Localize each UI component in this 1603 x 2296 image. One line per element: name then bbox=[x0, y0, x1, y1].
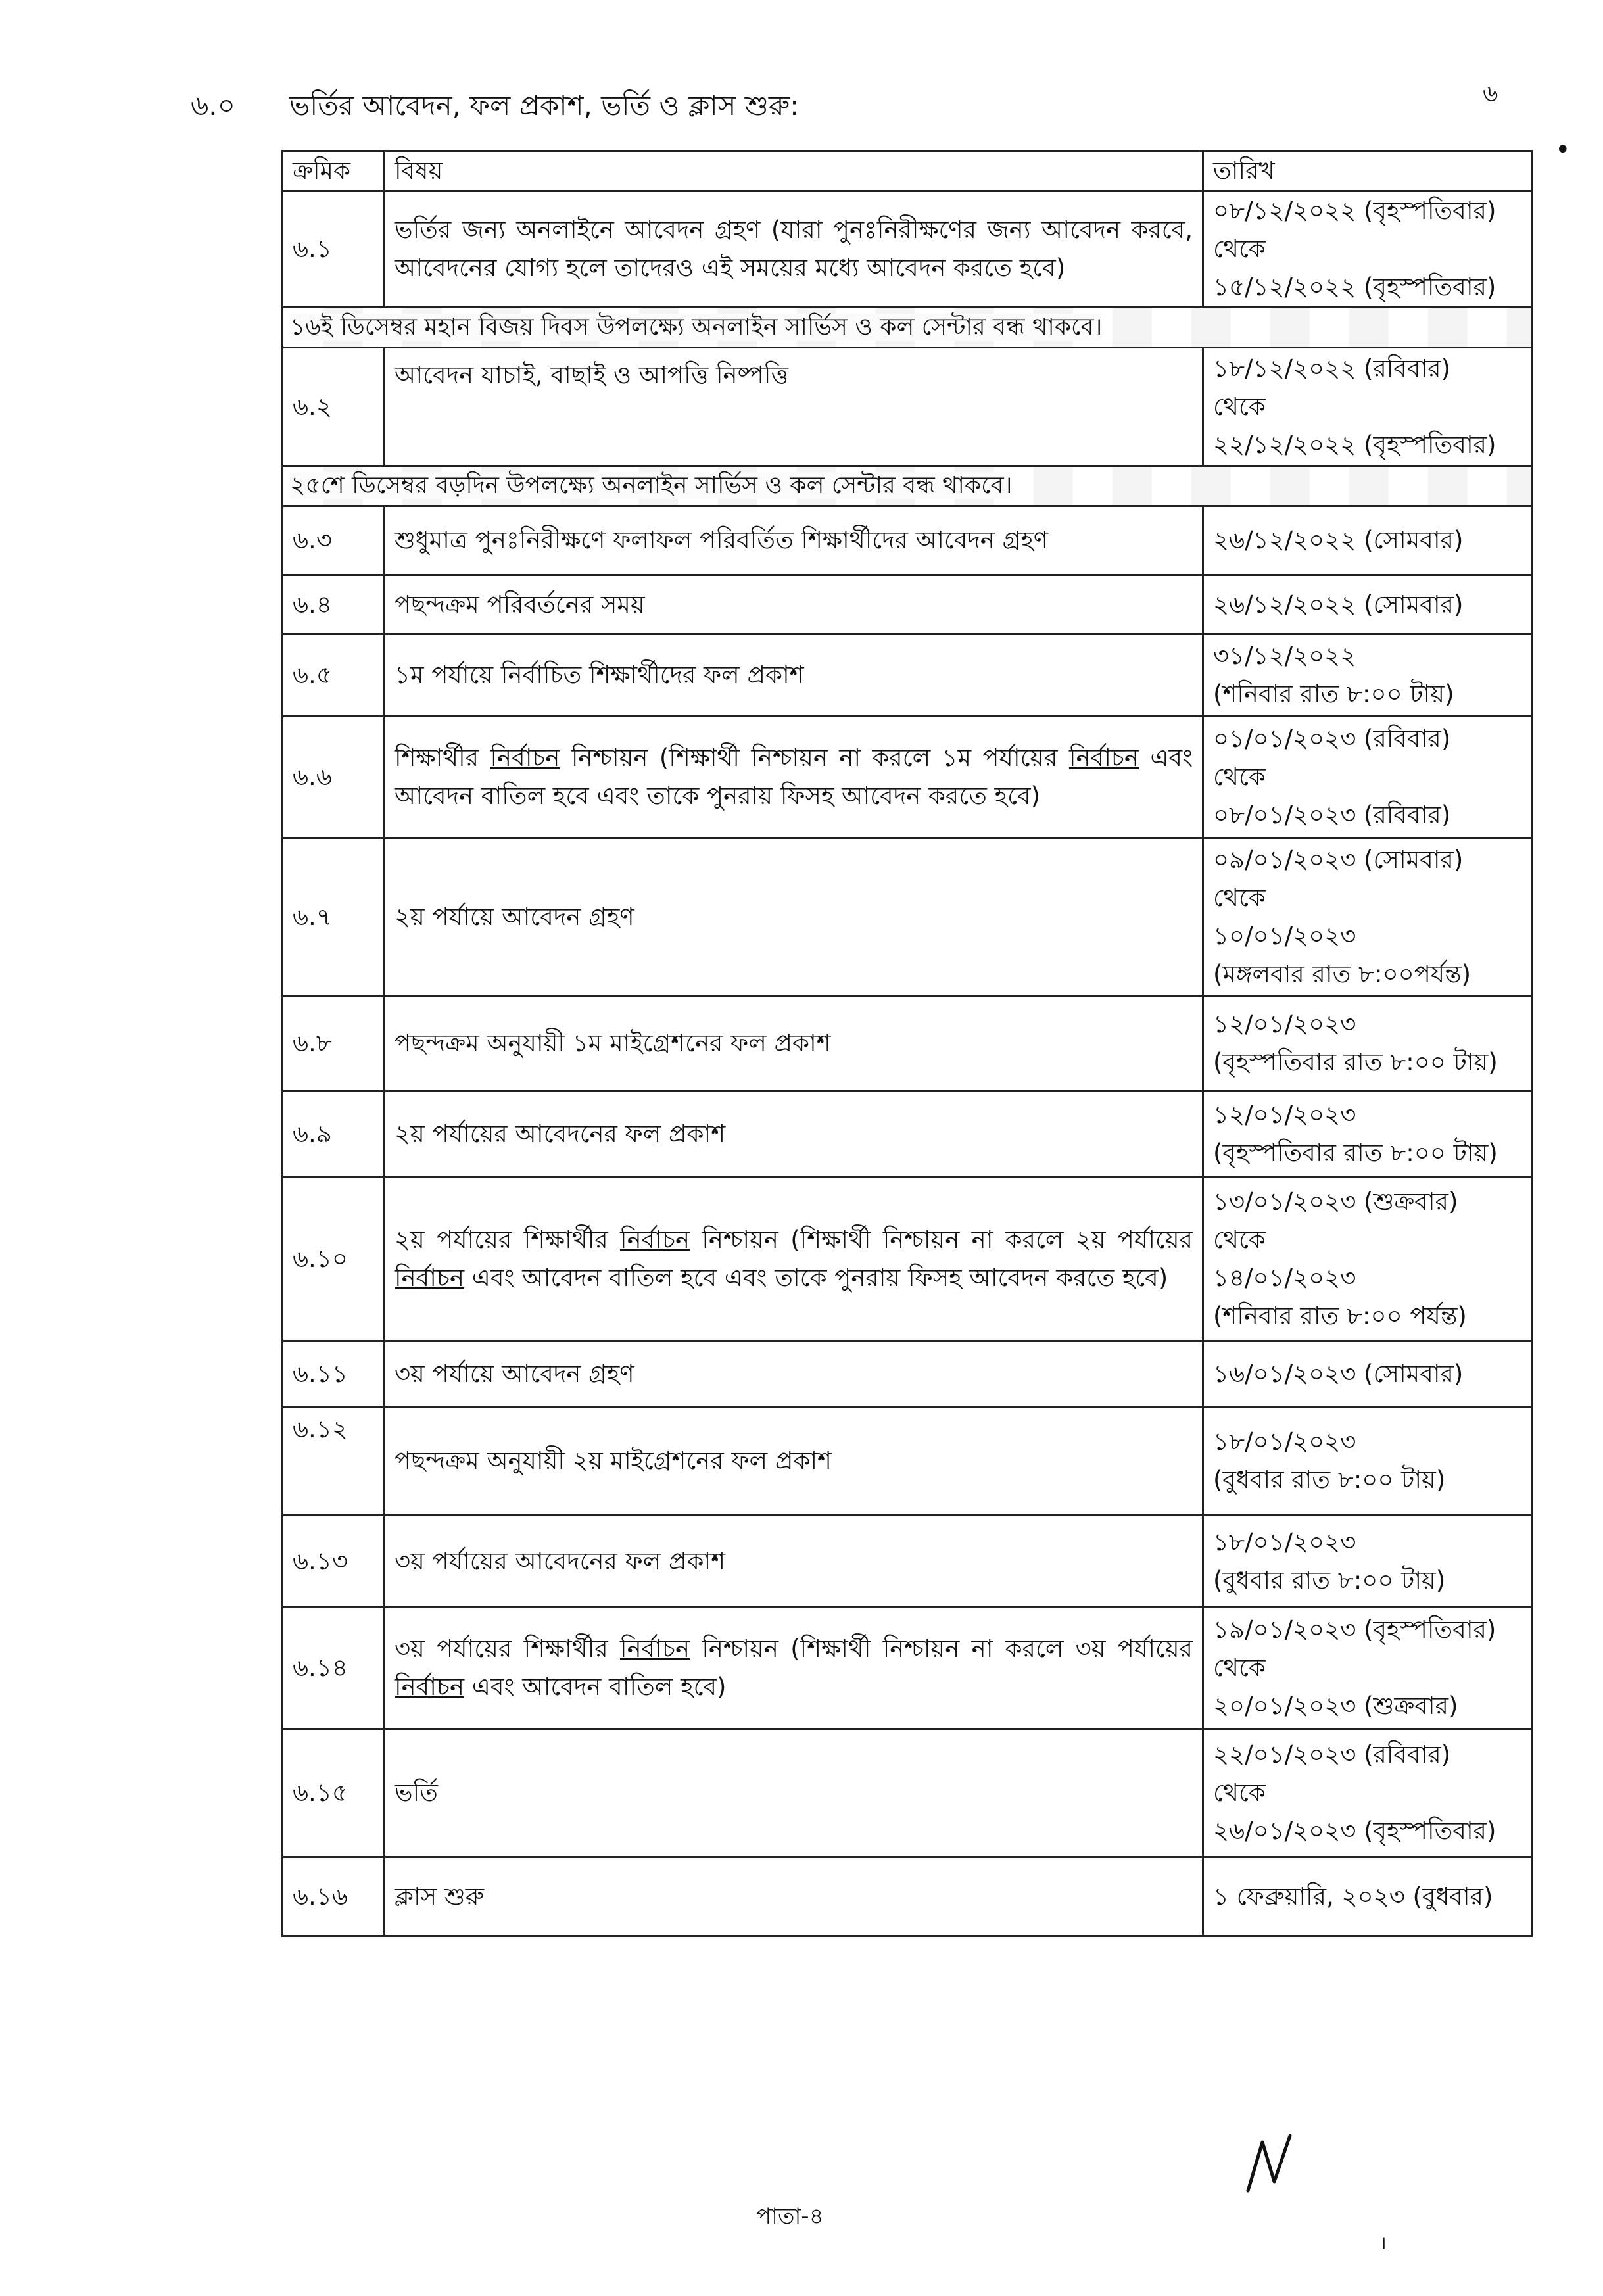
subject-underlined: নির্বাচন bbox=[395, 1673, 465, 1701]
subject-underlined: নির্বাচন bbox=[1068, 744, 1139, 772]
subject-text: ৩য় পর্যায়ের শিক্ষার্থীর bbox=[395, 1635, 620, 1663]
table-row bbox=[283, 1608, 1532, 1729]
row-subject: ৩য় পর্যায়ের আবেদনের ফল প্রকাশ bbox=[385, 1516, 1203, 1608]
subject-underlined: নির্বাচন bbox=[619, 1635, 690, 1663]
row-date: ৩১/১২/২০২২ (শনিবার রাত ৮:০০ টায়) bbox=[1203, 634, 1532, 717]
table-row bbox=[283, 1341, 1532, 1407]
row-date: ০১/০১/২০২৩ (রবিবার) থেকে ০৮/০১/২০২৩ (রবিবার) bbox=[1203, 717, 1532, 838]
row-date: ১৮/০১/২০২৩ (বুধবার রাত ৮:০০ টায়) bbox=[1203, 1407, 1532, 1516]
row-subject: শুধুমাত্র পুনঃনিরীক্ষণে ফলাফল পরিবর্তিত শিক্ষার্থীদের আবেদন গ্রহণ bbox=[385, 506, 1203, 575]
row-subject bbox=[385, 1608, 1203, 1729]
row-date: ১২/০১/২০২৩ (বৃহস্পতিবার রাত ৮:০০ টায়) bbox=[1203, 996, 1532, 1091]
table-row bbox=[283, 1857, 1532, 1936]
row-number: ৬.১০ bbox=[283, 1177, 385, 1341]
table-row bbox=[283, 348, 1532, 466]
admission-schedule-table bbox=[281, 150, 1533, 1937]
table-row bbox=[283, 634, 1532, 717]
holiday-notice-text: ১৬ই ডিসেম্বর মহান বিজয় দিবস উপলক্ষ্যে অনলাইন সার্ভিস ও কল সেন্টার বন্ধ থাকবে। bbox=[290, 314, 1103, 341]
table-row bbox=[283, 1729, 1532, 1857]
row-number: ৬.১২ bbox=[283, 1407, 385, 1516]
row-number: ৬.১ bbox=[283, 191, 385, 308]
holiday-notice-row bbox=[283, 308, 1532, 348]
table-row bbox=[283, 1516, 1532, 1608]
section-title: ভর্তির আবেদন, ফল প্রকাশ, ভর্তি ও ক্লাস শুরু: bbox=[289, 89, 800, 122]
row-subject bbox=[385, 1177, 1203, 1341]
header-serial: ক্রমিক bbox=[283, 151, 385, 191]
header-subject: বিষয় bbox=[385, 151, 1203, 191]
table-row bbox=[283, 575, 1532, 634]
row-number: ৬.৩ bbox=[283, 506, 385, 575]
row-subject: ১ম পর্যায়ে নির্বাচিত শিক্ষার্থীদের ফল প্রকাশ bbox=[385, 634, 1203, 717]
subject-text: শিক্ষার্থীর bbox=[395, 744, 490, 772]
row-date: ২৬/১২/২০২২ (সোমবার) bbox=[1203, 575, 1532, 634]
row-date: ০৯/০১/২০২৩ (সোমবার) থেকে ১০/০১/২০২৩ (মঙ্গলবার রাত ৮:০০পর্যন্ত) bbox=[1203, 838, 1532, 996]
table-row bbox=[283, 1177, 1532, 1341]
subject-text: ২য় পর্যায়ের শিক্ষার্থীর bbox=[395, 1225, 620, 1254]
row-number: ৬.১৫ bbox=[283, 1729, 385, 1857]
row-date: ১৯/০১/২০২৩ (বৃহস্পতিবার) থেকে ২০/০১/২০২৩ (শুক্রবার) bbox=[1203, 1608, 1532, 1729]
subject-text: এবং আবেদন বাতিল হবে এবং তাকে পুনরায় ফিসহ আবেদন করতে হবে) bbox=[395, 744, 1193, 810]
table-row bbox=[283, 1407, 1532, 1516]
row-number: ৬.৯ bbox=[283, 1091, 385, 1177]
row-subject: ভর্তির জন্য অনলাইনে আবেদন গ্রহণ (যারা পুনঃনিরীক্ষণের জন্য আবেদন করবে, আবেদনের যোগ্য হলে তাদেরও এই সময়ের মধ্যে আবেদন করতে হবে) bbox=[385, 191, 1203, 308]
subject-text: নিশ্চায়ন (শিক্ষার্থী নিশ্চায়ন না করলে ২য় পর্যায়ের bbox=[690, 1225, 1193, 1254]
row-date: ১৩/০১/২০২৩ (শুক্রবার) থেকে ১৪/০১/২০২৩ (শনিবার রাত ৮:০০ পর্যন্ত) bbox=[1203, 1177, 1532, 1341]
row-subject: পছন্দক্রম পরিবর্তনের সময় bbox=[385, 575, 1203, 634]
row-number: ৬.৪ bbox=[283, 575, 385, 634]
row-date: ০৮/১২/২০২২ (বৃহস্পতিবার) থেকে ১৫/১২/২০২২ (বৃহস্পতিবার) bbox=[1203, 191, 1532, 308]
table-row bbox=[283, 506, 1532, 575]
table-row bbox=[283, 191, 1532, 308]
subject-underlined: নির্বাচন bbox=[395, 1263, 465, 1292]
row-subject: আবেদন যাচাই, বাছাই ও আপত্তি নিষ্পত্তি bbox=[385, 348, 1203, 466]
subject-text: নিশ্চায়ন (শিক্ষার্থী নিশ্চায়ন না করলে ৩য় পর্যায়ের bbox=[690, 1635, 1193, 1663]
subject-text: নিশ্চায়ন (শিক্ষার্থী নিশ্চায়ন না করলে ১ম পর্যায়ের bbox=[560, 744, 1069, 772]
subject-text: এবং আবেদন বাতিল হবে) bbox=[464, 1673, 727, 1701]
page-number: পাতা-৪ bbox=[756, 2203, 824, 2230]
row-date: ২২/০১/২০২৩ (রবিবার) থেকে ২৬/০১/২০২৩ (বৃহস্পতিবার) bbox=[1203, 1729, 1532, 1857]
table-row bbox=[283, 838, 1532, 996]
row-subject bbox=[385, 717, 1203, 838]
row-number: ৬.১৪ bbox=[283, 1608, 385, 1729]
row-date: ১ ফেব্রুয়ারি, ২০২৩ (বুধবার) bbox=[1203, 1857, 1532, 1936]
section-heading bbox=[191, 84, 799, 131]
row-date: ১৬/০১/২০২৩ (সোমবার) bbox=[1203, 1341, 1532, 1407]
section-number: ৬.০ bbox=[191, 89, 235, 122]
row-date: ২৬/১২/২০২২ (সোমবার) bbox=[1203, 506, 1532, 575]
row-date: ১২/০১/২০২৩ (বৃহস্পতিবার রাত ৮:০০ টায়) bbox=[1203, 1091, 1532, 1177]
row-subject: ৩য় পর্যায়ে আবেদন গ্রহণ bbox=[385, 1341, 1203, 1407]
holiday-notice-row bbox=[283, 466, 1532, 506]
row-subject: ২য় পর্যায়ের আবেদনের ফল প্রকাশ bbox=[385, 1091, 1203, 1177]
ink-dot: • bbox=[1555, 135, 1571, 165]
header-date: তারিখ bbox=[1203, 151, 1532, 191]
row-number: ৬.৬ bbox=[283, 717, 385, 838]
row-subject: পছন্দক্রম অনুযায়ী ১ম মাইগ্রেশনের ফল প্রকাশ bbox=[385, 996, 1203, 1091]
subject-underlined: নির্বাচন bbox=[490, 744, 560, 772]
row-number: ৬.১৩ bbox=[283, 1516, 385, 1608]
row-subject: ক্লাস শুরু bbox=[385, 1857, 1203, 1936]
row-number: ৬.২ bbox=[283, 348, 385, 466]
row-number: ৬.১১ bbox=[283, 1341, 385, 1407]
row-subject: ভর্তি bbox=[385, 1729, 1203, 1857]
row-subject: পছন্দক্রম অনুযায়ী ২য় মাইগ্রেশনের ফল প্রকাশ bbox=[385, 1407, 1203, 1516]
handwritten-page-mark: ৬ bbox=[1483, 80, 1498, 107]
row-date: ১৮/০১/২০২৩ (বুধবার রাত ৮:০০ টায়) bbox=[1203, 1516, 1532, 1608]
table-header-row bbox=[283, 151, 1532, 191]
handwritten-signature bbox=[1236, 2130, 1302, 2196]
row-number: ৬.১৬ bbox=[283, 1857, 385, 1936]
subject-text: এবং আবেদন বাতিল হবে এবং তাকে পুনরায় ফিসহ আবেদন করতে হবে) bbox=[464, 1263, 1168, 1292]
table-row bbox=[283, 996, 1532, 1091]
row-number: ৬.৮ bbox=[283, 996, 385, 1091]
table-row bbox=[283, 717, 1532, 838]
row-number: ৬.৫ bbox=[283, 634, 385, 717]
row-date: ১৮/১২/২০২২ (রবিবার) থেকে ২২/১২/২০২২ (বৃহস্পতিবার) bbox=[1203, 348, 1532, 466]
row-subject: ২য় পর্যায়ে আবেদন গ্রহণ bbox=[385, 838, 1203, 996]
row-number: ৬.৭ bbox=[283, 838, 385, 996]
holiday-notice-text: ২৫শে ডিসেম্বর বড়দিন উপলক্ষ্যে অনলাইন সার্ভিস ও কল সেন্টার বন্ধ থাকবে। bbox=[290, 472, 1013, 499]
subject-underlined: নির্বাচন bbox=[619, 1225, 690, 1254]
ink-tick: । bbox=[1379, 2232, 1387, 2254]
table-row bbox=[283, 1091, 1532, 1177]
